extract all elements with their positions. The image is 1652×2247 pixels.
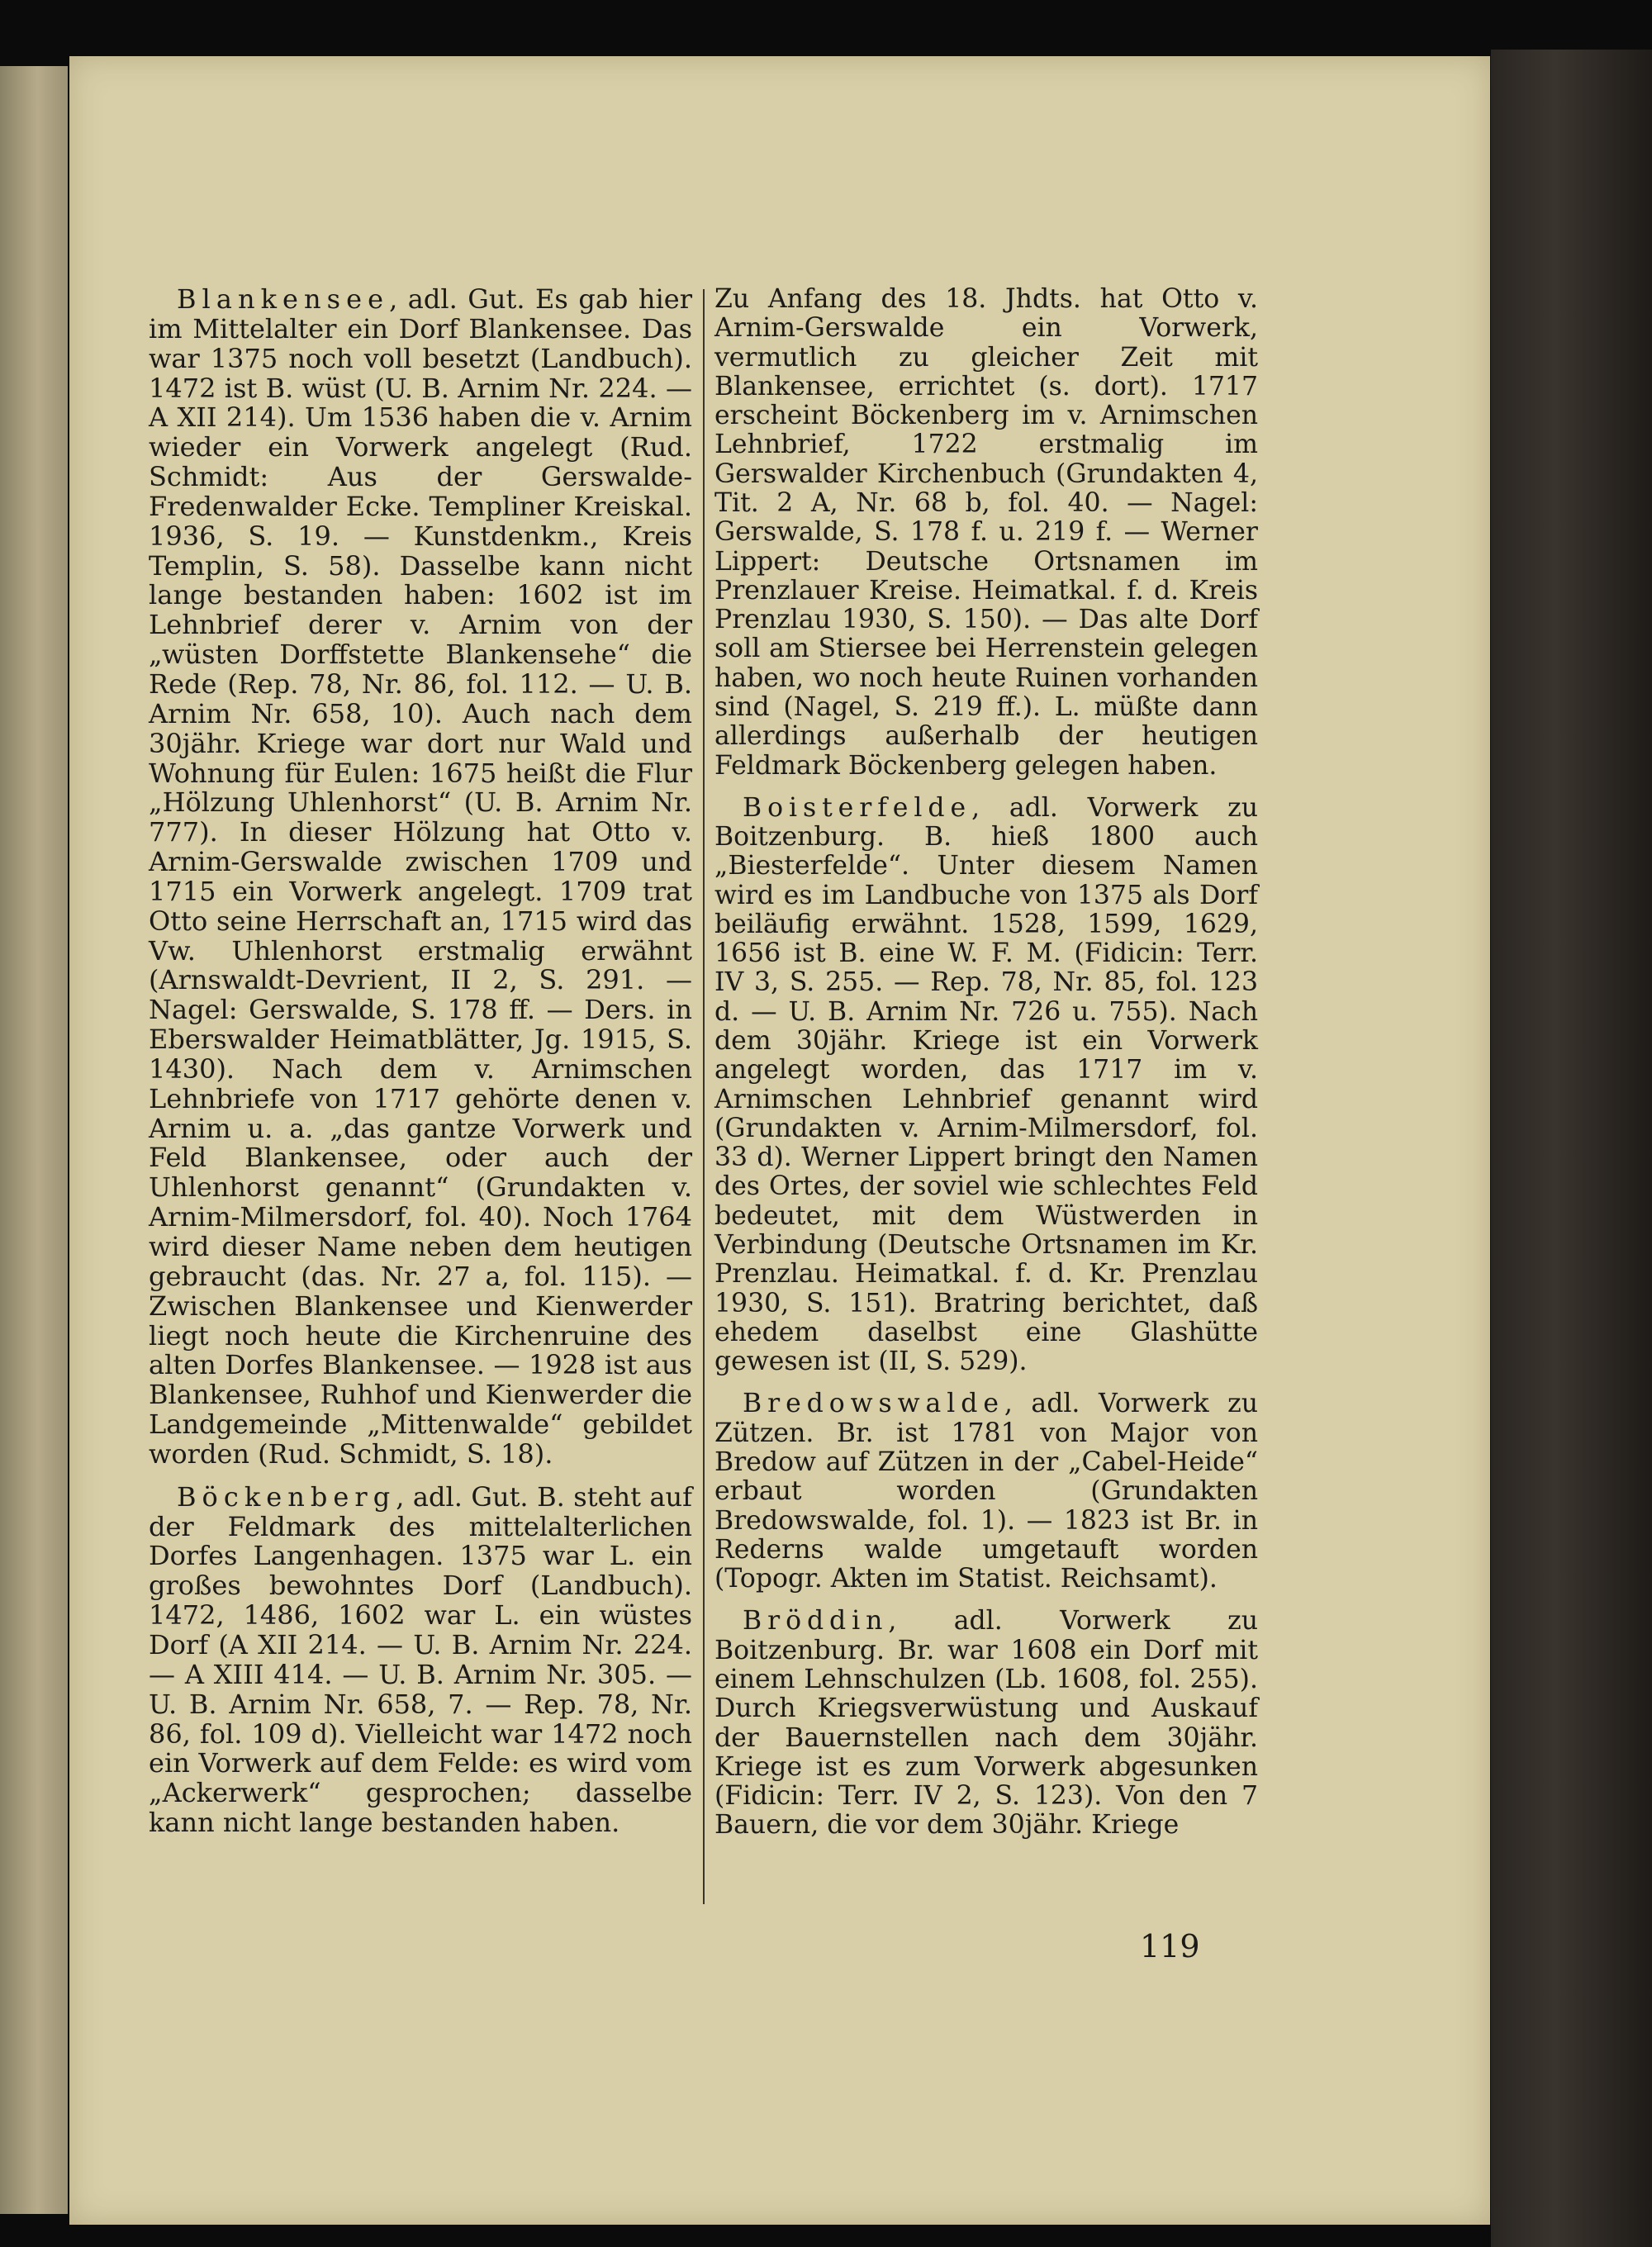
column-divider [703,289,705,1904]
entry-heading: Böckenberg [177,1480,396,1513]
page-number: 119 [1140,1928,1200,1964]
entry-heading: Boisterfelde [743,792,972,823]
book-binding [1491,50,1652,2247]
entry-blankensee [149,285,692,1470]
entry-heading: Bredowswalde [743,1389,1004,1419]
entry-text: , adl. Gut. Es gab hier im Mittelalter ein Dorf Blankensee. Das war 1375 noch voll besetzt (Landbuch). 1472 ist B. wüst (U. B. Arnim Nr. 224. — A XII 214). Um 1536 haben die v. Arnim wieder ein Vorwerk angelegt (Rud. Schmidt: Aus der Gerswalde-Fredenwalder Ecke. Templiner Kreiskal. 1936, S. 19. — Kunstdenkm., Kreis Templin, S. 58). Dasselbe kann nicht lange bestanden haben: 1602 ist im Lehnbrief derer v. Arnim von der „wüsten Dorffstette Blankensehe“ die Rede (Rep. 78, Nr. 86, fol. 112. — U. B. Arnim Nr. 658, 10). Auch nach dem 30jähr. Kriege war dort nur Wald und Wohnung für Eulen: 1675 heißt die Flur „Hölzung Uhlenhorst“ (U. B. Arnim Nr. 777). In dieser Hölzung hat Otto v. Arnim-Gerswalde zwischen 1709 und 1715 ein Vorwerk angelegt. 1709 trat Otto seine Herrschaft an, 1715 wird das Vw. Uhlenhorst erstmalig erwähnt (Arnswaldt-Devrient, II 2, S. 291. — Nagel: Gerswalde, S. 178 ff. — Ders. in Eberswalder Heimatblätter, Jg. 1915, S. 1430). Nach dem v. Arnimschen Lehnbriefe von 1717 gehörte denen v. Arnim u. a. „das gantze Vorwerk und Feld Blankensee, oder auch der Uhlenhorst genannt“ (Grundakten v. Arnim-Milmersdorf, fol. 40). Noch 1764 wird dieser Name neben dem heutigen gebraucht (das. Nr. 27 a, fol. 115). — Zwischen Blankensee und Kienwerder liegt noch heute die Kirchenruine des alten Dorfes Blankensee. — 1928 ist aus Blankensee, Ruhhof und Kienwerder die Landgemeinde „Mittenwalde“ gebildet worden (Rud. Schmidt, S. 18). [149,283,692,1470]
right-text-column [714,285,1258,1854]
entry-text: Zu Anfang des 18. Jhdts. hat Otto v. Arnim-Gerswalde ein Vorwerk, vermutlich zu gleicher Zeit mit Blankensee, errichtet (s. dort). 1717 erscheint Böckenberg im v. Arnimschen Lehnbrief, 1722 erstmalig im Gerswalder Kirchenbuch (Grundakten 4, Tit. 2 A, Nr. 68 b, fol. 40. — Nagel: Gerswalde, S. 178 f. u. 219 f. — Werner Lippert: Deutsche Ortsnamen im Prenzlauer Kreise. Heimatkal. f. d. Kreis Prenzlau 1930, S. 150). — Das alte Dorf soll am Stiersee bei Herrenstein gelegen haben, wo noch heute Ruinen vorhanden sind (Nagel, S. 219 ff.). L. müßte dann allerdings außerhalb der heutigen Feldmark Böckenberg gelegen haben. [714,284,1258,781]
entry-boeckenberg-continued [714,285,1258,781]
entry-text: , adl. Gut. B. steht auf der Feldmark des mittelalterlichen Dorfes Langenhagen. 1375 war L. ein großes bewohntes Dorf (Landbuch). 1472, 1486, 1602 war L. ein wüstes Dorf (A XII 214. — U. B. Arnim Nr. 224. — A XIII 414. — U. B. Arnim Nr. 305. — U. B. Arnim Nr. 658, 7. — Rep. 78, Nr. 86, fol. 109 d). Vielleicht war 1472 noch ein Vorwerk auf dem Felde: es wird vom „Ackerwerk“ gesprochen; dasselbe kann nicht lange bestanden haben. [149,1480,692,1839]
left-text-column [149,285,692,1851]
entry-broeddin [714,1607,1258,1840]
entry-boeckenberg [149,1480,692,1839]
entry-text: , adl. Vorwerk zu Boitzenburg. Br. war 1608 ein Dorf mit einem Lehnschulzen (Lb. 1608, fol. 255). Durch Kriegsverwüstung und Auskauf der Bauernstellen nach dem 30jähr. Kriege ist es zum Vorwerk abgesunken (Fidicin: Terr. IV 2, S. 123). Von den 7 Bauern, die vor dem 30jähr. Kriege [714,1606,1258,1841]
entry-bredowswalde [714,1390,1258,1594]
facing-page-edge [0,66,68,2214]
entry-text: , adl. Vorwerk zu Boitzenburg. B. hieß 1800 auch „Biesterfelde“. Unter diesem Namen wird es im Landbuche von 1375 als Dorf beiläufig erwähnt. 1528, 1599, 1629, 1656 ist B. eine W. F. M. (Fidicin: Terr. IV 3, S. 255. — Rep. 78, Nr. 85, fol. 123 d. — U. B. Arnim Nr. 726 u. 755). Nach dem 30jähr. Kriege ist ein Vorwerk angelegt worden, das 1717 im v. Arnimschen Lehnbrief genannt wird (Grundakten v. Arnim-Milmersdorf, fol. 33 d). Werner Lippert bringt den Namen des Ortes, der soviel wie schlechtes Feld bedeutet, mit dem Wüstwerden in Verbindung (Deutsche Ortsnamen im Kr. Prenzlau. Heimatkal. f. d. Kr. Prenzlau 1930, S. 151). Bratring berichtet, daß ehedem daselbst eine Glashütte gewesen ist (II, S. 529). [714,792,1258,1377]
entry-heading: Bröddin [743,1606,889,1637]
entry-boisterfelde [714,794,1258,1377]
entry-heading: Blankensee [177,283,390,315]
entry-text: , adl. Vorwerk zu Zützen. Br. ist 1781 von Major von Bredow auf Zützen in der „Cabel-Heide“ erbaut worden (Grundakten Bredowswalde, fol. 1). — 1823 ist Br. in Rederns walde umgetauft worden (Topogr. Akten im Statist. Reichsamt). [714,1389,1258,1594]
